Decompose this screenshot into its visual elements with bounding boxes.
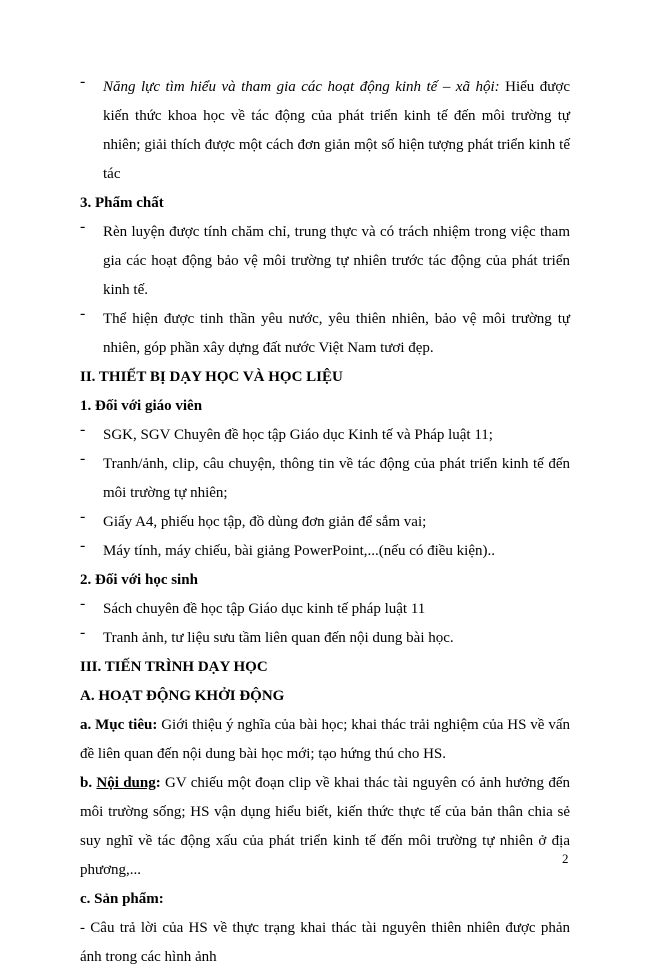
muc-tieu-paragraph	[80, 711, 570, 769]
bullet-gv-2	[80, 450, 570, 508]
gv-4-text: Máy tính, máy chiếu, bài giảng PowerPoint,...(nếu có điều kiện)..	[103, 543, 495, 559]
heading-khoi-dong: A. HOẠT ĐỘNG KHỞI ĐỘNG	[80, 688, 285, 704]
bullet-dash: -	[80, 537, 86, 554]
bullet-gv-4	[80, 537, 570, 566]
hs-1-text: Sách chuyên đề học tập Giáo dục kinh tế pháp luật 11	[103, 601, 426, 617]
bullet-hs-1	[80, 595, 570, 624]
heading-san-pham: c. Sản phẩm:	[80, 891, 164, 907]
gv-1-text: SGK, SGV Chuyên đề học tập Giáo dục Kinh tế và Pháp luật 11;	[103, 427, 493, 443]
noi-dung-label: Nội dung	[96, 775, 156, 791]
bullet-dash: -	[80, 450, 86, 467]
bullet-pham-chat-1	[80, 218, 570, 305]
bullet-dash: -	[80, 305, 86, 322]
noi-dung-label-prefix: b.	[80, 775, 97, 791]
bullet-competency	[80, 73, 570, 189]
bullet-dash: -	[80, 595, 86, 612]
bullet-gv-3	[80, 508, 570, 537]
heading-giao-vien: 1. Đối với giáo viên	[80, 398, 203, 414]
competency-label: Năng lực tìm hiểu và tham gia các hoạt động kinh tế – xã hội:	[103, 79, 500, 95]
bullet-dash: -	[80, 624, 86, 641]
san-pham-text: - Câu trả lời của HS về thực trạng khai thác tài nguyên thiên nhiên được phản ánh trong các hình ảnh	[80, 920, 570, 965]
hs-2-text: Tranh ảnh, tư liệu sưu tầm liên quan đến nội dung bài học.	[103, 630, 454, 646]
bullet-hs-2	[80, 624, 570, 653]
gv-2-text: Tranh/ảnh, clip, câu chuyện, thông tin về tác động của phát triển kinh tế đến môi trường tự nhiên;	[103, 456, 570, 501]
noi-dung-text: GV chiếu một đoạn clip về khai thác tài nguyên có ảnh hưởng đến môi trường sống; HS vận dụng hiểu biết, kiến thức thực tế của bản thân chia sẻ suy nghĩ về tác động xấu của phát triển kinh tế đến môi trường tự nhiên ở địa phương,...	[80, 775, 571, 878]
page-number: 2	[562, 851, 569, 866]
noi-dung-colon: :	[155, 775, 161, 791]
heading-tien-trinh: III. TIẾN TRÌNH DẠY HỌC	[80, 659, 268, 675]
heading-hoc-sinh: 2. Đối với học sinh	[80, 572, 198, 588]
document-body	[80, 73, 570, 972]
bullet-dash: -	[80, 421, 86, 438]
competency-text: Hiểu được kiến thức khoa học về tác động của phát triển kinh tế đến môi trường tự nhiên; giải thích được một cách đơn giản một số hiện tượng phát triển kinh tế tác	[103, 79, 570, 182]
noi-dung-paragraph	[80, 769, 570, 885]
heading-pham-chat: 3. Phẩm chất	[80, 195, 164, 211]
pham-chat-1-text: Rèn luyện được tính chăm chỉ, trung thực và có trách nhiệm trong việc tham gia các hoạt động bảo vệ môi trường tự nhiên trước tác động của phát triển kinh tế.	[103, 224, 570, 298]
bullet-dash: -	[80, 218, 86, 235]
heading-thiet-bi: II. THIẾT BỊ DẠY HỌC VÀ HỌC LIỆU	[80, 369, 343, 385]
bullet-pham-chat-2	[80, 305, 570, 363]
muc-tieu-label: a. Mục tiêu:	[80, 717, 158, 733]
gv-3-text: Giấy A4, phiếu học tập, đồ dùng đơn giản để sắm vai;	[103, 514, 427, 530]
bullet-dash: -	[80, 73, 86, 90]
pham-chat-2-text: Thể hiện được tinh thần yêu nước, yêu thiên nhiên, bảo vệ môi trường tự nhiên, góp phần xây dựng đất nước Việt Nam tươi đẹp.	[103, 311, 570, 356]
bullet-dash: -	[80, 508, 86, 525]
bullet-gv-1	[80, 421, 570, 450]
muc-tieu-text: Giới thiệu ý nghĩa của bài học; khai thác trải nghiệm của HS về vấn đề liên quan đến nội dung bài học mới; tạo hứng thú cho HS.	[80, 717, 570, 762]
